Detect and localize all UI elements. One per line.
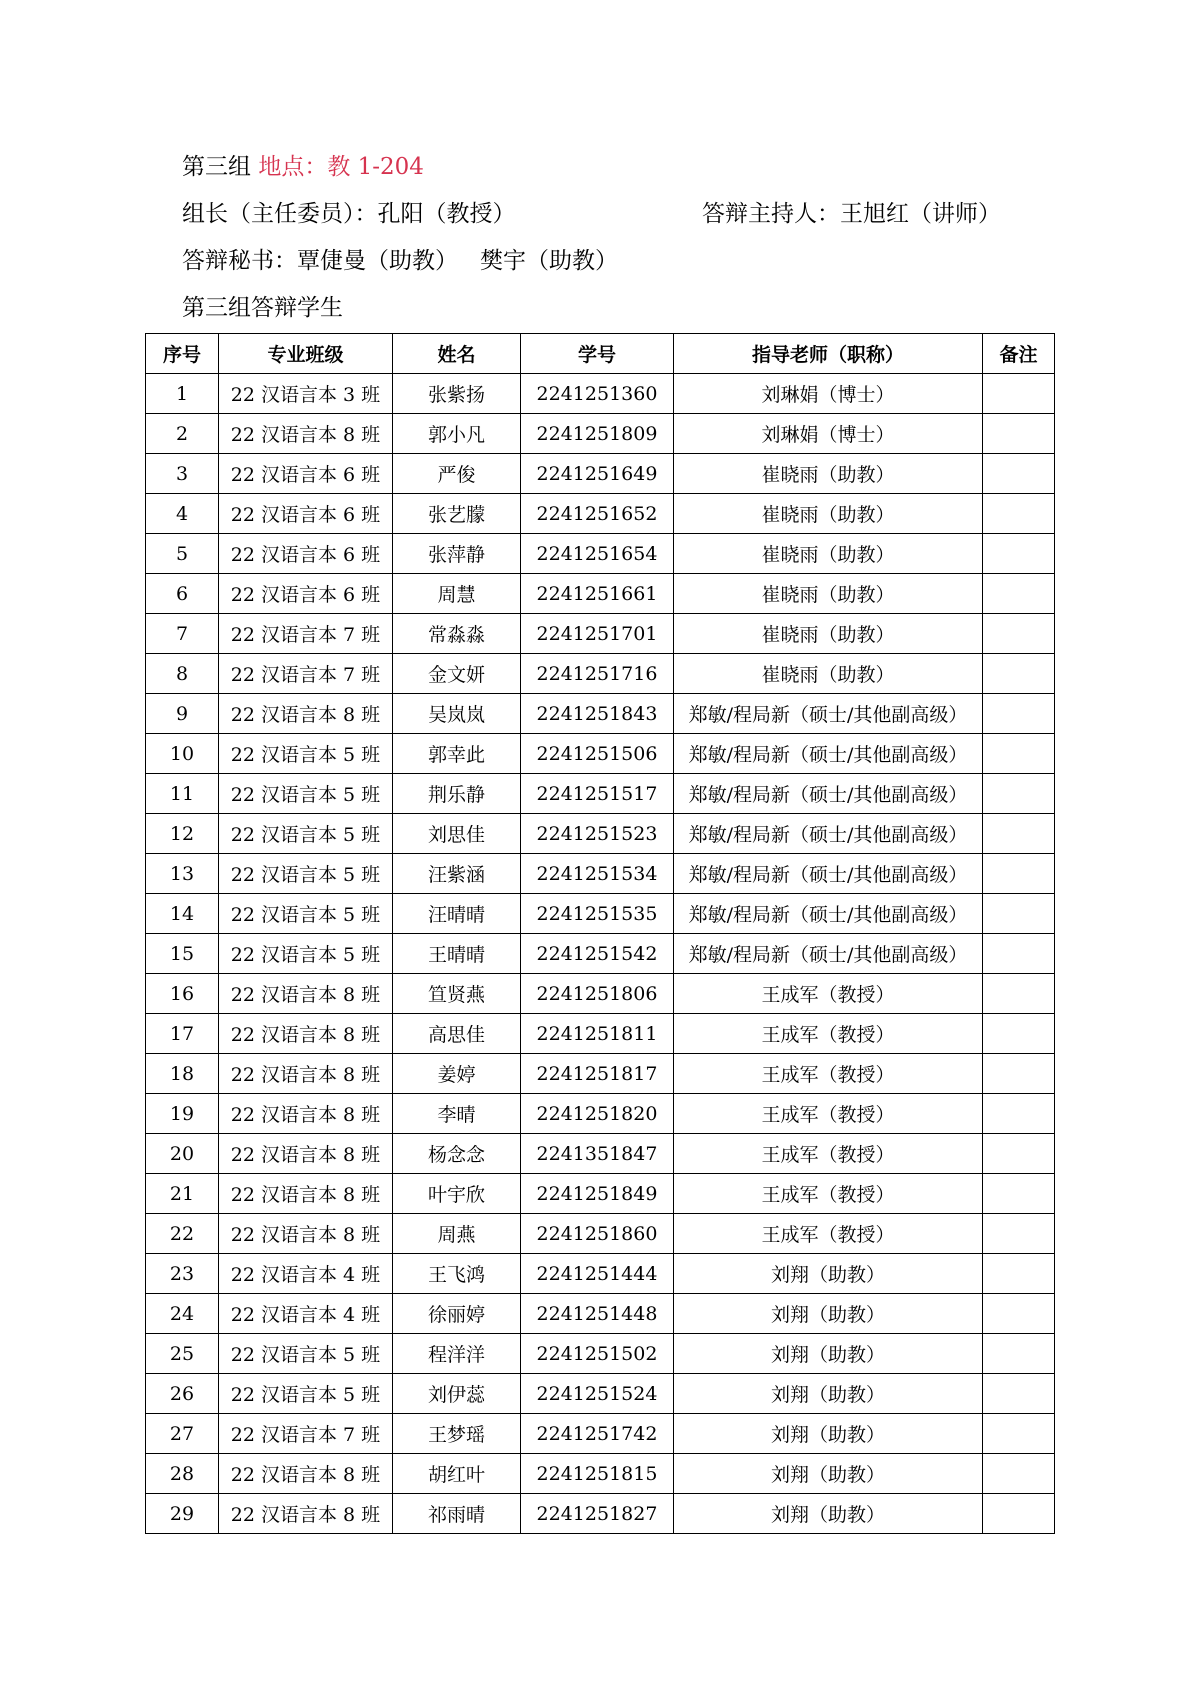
cell-index: 7 (146, 614, 219, 654)
cell-student-id: 2241251649 (521, 454, 674, 494)
cell-index: 26 (146, 1374, 219, 1414)
cell-index: 13 (146, 854, 219, 894)
cell-advisor: 刘琳娟（博士） (674, 414, 983, 454)
cell-class: 22 汉语言本 7 班 (219, 654, 393, 694)
cell-name: 姜婷 (393, 1054, 521, 1094)
table-row (146, 1374, 1055, 1414)
col-header-advisor: 指导老师（职称） (674, 334, 983, 374)
cell-remarks (983, 974, 1055, 1014)
cell-advisor: 崔晓雨（助教） (674, 494, 983, 534)
cell-student-id: 2241251448 (521, 1294, 674, 1334)
cell-index: 9 (146, 694, 219, 734)
cell-advisor: 王成军（教授） (674, 1014, 983, 1054)
cell-class: 22 汉语言本 8 班 (219, 1174, 393, 1214)
cell-name: 程洋洋 (393, 1334, 521, 1374)
cell-remarks (983, 1014, 1055, 1054)
cell-advisor: 郑敏/程局新（硕士/其他副高级） (674, 774, 983, 814)
cell-name: 祁雨晴 (393, 1494, 521, 1534)
cell-advisor: 刘翔（助教） (674, 1334, 983, 1374)
cell-student-id: 2241251860 (521, 1214, 674, 1254)
cell-class: 22 汉语言本 8 班 (219, 1214, 393, 1254)
cell-index: 16 (146, 974, 219, 1014)
cell-remarks (983, 1454, 1055, 1494)
col-header-remarks: 备注 (983, 334, 1055, 374)
group-label: 第三组 (182, 154, 251, 180)
table-row (146, 734, 1055, 774)
cell-name: 高思佳 (393, 1014, 521, 1054)
cell-class: 22 汉语言本 6 班 (219, 494, 393, 534)
cell-index: 25 (146, 1334, 219, 1374)
table-row (146, 934, 1055, 974)
cell-index: 1 (146, 374, 219, 414)
cell-class: 22 汉语言本 5 班 (219, 774, 393, 814)
cell-advisor: 王成军（教授） (674, 1174, 983, 1214)
cell-class: 22 汉语言本 5 班 (219, 734, 393, 774)
secretary-1: 覃倢曼（助教） (297, 248, 458, 274)
cell-index: 29 (146, 1494, 219, 1534)
cell-class: 22 汉语言本 8 班 (219, 1054, 393, 1094)
cell-student-id: 2241251360 (521, 374, 674, 414)
table-row (146, 1094, 1055, 1134)
table-row (146, 1254, 1055, 1294)
cell-name: 周燕 (393, 1214, 521, 1254)
cell-student-id: 2241251817 (521, 1054, 674, 1094)
students-table (145, 333, 1055, 1534)
table-row (146, 534, 1055, 574)
cell-index: 12 (146, 814, 219, 854)
table-row (146, 574, 1055, 614)
cell-advisor: 刘翔（助教） (674, 1454, 983, 1494)
table-row (146, 854, 1055, 894)
cell-name: 笪贤燕 (393, 974, 521, 1014)
cell-name: 常淼淼 (393, 614, 521, 654)
cell-advisor: 王成军（教授） (674, 1134, 983, 1174)
cell-name: 汪晴晴 (393, 894, 521, 934)
cell-index: 14 (146, 894, 219, 934)
cell-class: 22 汉语言本 3 班 (219, 374, 393, 414)
group-leader: 组长（主任委员）：孔阳（教授） (182, 201, 516, 227)
cell-name: 周慧 (393, 574, 521, 614)
cell-student-id: 2241251849 (521, 1174, 674, 1214)
cell-remarks (983, 454, 1055, 494)
cell-index: 11 (146, 774, 219, 814)
cell-advisor: 郑敏/程局新（硕士/其他副高级） (674, 814, 983, 854)
cell-index: 21 (146, 1174, 219, 1214)
cell-class: 22 汉语言本 8 班 (219, 1094, 393, 1134)
cell-class: 22 汉语言本 4 班 (219, 1294, 393, 1334)
cell-remarks (983, 1174, 1055, 1214)
cell-student-id: 2241251661 (521, 574, 674, 614)
cell-remarks (983, 534, 1055, 574)
cell-advisor: 崔晓雨（助教） (674, 614, 983, 654)
col-header-index: 序号 (146, 334, 219, 374)
cell-advisor: 郑敏/程局新（硕士/其他副高级） (674, 934, 983, 974)
cell-remarks (983, 1294, 1055, 1334)
cell-advisor: 崔晓雨（助教） (674, 534, 983, 574)
cell-remarks (983, 1094, 1055, 1134)
cell-class: 22 汉语言本 8 班 (219, 1494, 393, 1534)
table-header-row (146, 334, 1055, 374)
cell-remarks (983, 814, 1055, 854)
cell-remarks (983, 614, 1055, 654)
cell-student-id: 2241251535 (521, 894, 674, 934)
cell-remarks (983, 934, 1055, 974)
table-row (146, 694, 1055, 734)
cell-student-id: 2241251542 (521, 934, 674, 974)
cell-advisor: 刘翔（助教） (674, 1254, 983, 1294)
table-row (146, 1054, 1055, 1094)
cell-remarks (983, 1134, 1055, 1174)
cell-class: 22 汉语言本 5 班 (219, 934, 393, 974)
cell-student-id: 2241251652 (521, 494, 674, 534)
cell-advisor: 郑敏/程局新（硕士/其他副高级） (674, 734, 983, 774)
cell-class: 22 汉语言本 6 班 (219, 574, 393, 614)
cell-class: 22 汉语言本 6 班 (219, 534, 393, 574)
cell-index: 10 (146, 734, 219, 774)
cell-index: 5 (146, 534, 219, 574)
table-row (146, 614, 1055, 654)
cell-remarks (983, 1414, 1055, 1454)
cell-remarks (983, 1334, 1055, 1374)
cell-index: 4 (146, 494, 219, 534)
table-row (146, 1334, 1055, 1374)
cell-name: 汪紫涵 (393, 854, 521, 894)
cell-remarks (983, 774, 1055, 814)
cell-advisor: 王成军（教授） (674, 1094, 983, 1134)
cell-class: 22 汉语言本 5 班 (219, 1334, 393, 1374)
col-header-class: 专业班级 (219, 334, 393, 374)
cell-remarks (983, 1214, 1055, 1254)
cell-class: 22 汉语言本 8 班 (219, 414, 393, 454)
cell-remarks (983, 1374, 1055, 1414)
cell-name: 荆乐静 (393, 774, 521, 814)
table-row (146, 894, 1055, 934)
cell-advisor: 刘翔（助教） (674, 1494, 983, 1534)
cell-advisor: 王成军（教授） (674, 1214, 983, 1254)
cell-class: 22 汉语言本 5 班 (219, 1374, 393, 1414)
cell-index: 20 (146, 1134, 219, 1174)
cell-student-id: 2241251654 (521, 534, 674, 574)
cell-student-id: 2241251506 (521, 734, 674, 774)
cell-student-id: 2241251827 (521, 1494, 674, 1534)
cell-advisor: 崔晓雨（助教） (674, 454, 983, 494)
table-row (146, 974, 1055, 1014)
cell-student-id: 2241251534 (521, 854, 674, 894)
cell-class: 22 汉语言本 7 班 (219, 614, 393, 654)
table-row (146, 1174, 1055, 1214)
cell-index: 17 (146, 1014, 219, 1054)
cell-name: 李晴 (393, 1094, 521, 1134)
cell-advisor: 刘琳娟（博士） (674, 374, 983, 414)
cell-student-id: 2241251517 (521, 774, 674, 814)
table-row (146, 774, 1055, 814)
table-row (146, 814, 1055, 854)
defense-host: 答辩主持人：王旭红（讲师） (702, 201, 1001, 227)
cell-advisor: 崔晓雨（助教） (674, 574, 983, 614)
cell-advisor: 王成军（教授） (674, 974, 983, 1014)
cell-index: 28 (146, 1454, 219, 1494)
cell-advisor: 王成军（教授） (674, 1054, 983, 1094)
table-row (146, 1134, 1055, 1174)
table-row (146, 1414, 1055, 1454)
cell-class: 22 汉语言本 5 班 (219, 814, 393, 854)
secretary-line (182, 246, 618, 276)
cell-class: 22 汉语言本 8 班 (219, 1134, 393, 1174)
cell-name: 张紫扬 (393, 374, 521, 414)
leader-line (182, 199, 1002, 229)
cell-class: 22 汉语言本 8 班 (219, 694, 393, 734)
cell-remarks (983, 1054, 1055, 1094)
cell-student-id: 2241251809 (521, 414, 674, 454)
location-text: 地点：教 1-204 (258, 154, 424, 180)
cell-index: 15 (146, 934, 219, 974)
students-title: 第三组答辩学生 (182, 295, 343, 321)
table-row (146, 1494, 1055, 1534)
cell-remarks (983, 654, 1055, 694)
secretary-2: 樊宇（助教） (480, 248, 618, 274)
cell-index: 22 (146, 1214, 219, 1254)
cell-name: 张萍静 (393, 534, 521, 574)
cell-class: 22 汉语言本 5 班 (219, 894, 393, 934)
cell-name: 张艺朦 (393, 494, 521, 534)
cell-student-id: 2241251523 (521, 814, 674, 854)
cell-name: 胡红叶 (393, 1454, 521, 1494)
cell-class: 22 汉语言本 8 班 (219, 1454, 393, 1494)
cell-class: 22 汉语言本 5 班 (219, 854, 393, 894)
cell-remarks (983, 374, 1055, 414)
cell-student-id: 2241251716 (521, 654, 674, 694)
cell-remarks (983, 694, 1055, 734)
col-header-name: 姓名 (393, 334, 521, 374)
cell-remarks (983, 734, 1055, 774)
cell-name: 严俊 (393, 454, 521, 494)
cell-name: 刘思佳 (393, 814, 521, 854)
cell-student-id: 2241251843 (521, 694, 674, 734)
cell-name: 王飞鸿 (393, 1254, 521, 1294)
group-heading (182, 152, 424, 182)
cell-name: 郭小凡 (393, 414, 521, 454)
table-row (146, 654, 1055, 694)
cell-advisor: 崔晓雨（助教） (674, 654, 983, 694)
cell-student-id: 2241251701 (521, 614, 674, 654)
cell-class: 22 汉语言本 8 班 (219, 1014, 393, 1054)
cell-index: 24 (146, 1294, 219, 1334)
cell-student-id: 2241251820 (521, 1094, 674, 1134)
cell-remarks (983, 414, 1055, 454)
cell-remarks (983, 494, 1055, 534)
cell-remarks (983, 1494, 1055, 1534)
cell-remarks (983, 574, 1055, 614)
cell-remarks (983, 854, 1055, 894)
cell-name: 叶宇欣 (393, 1174, 521, 1214)
cell-name: 杨念念 (393, 1134, 521, 1174)
cell-advisor: 郑敏/程局新（硕士/其他副高级） (674, 894, 983, 934)
cell-student-id: 2241251811 (521, 1014, 674, 1054)
cell-name: 郭幸此 (393, 734, 521, 774)
cell-index: 19 (146, 1094, 219, 1134)
cell-advisor: 刘翔（助教） (674, 1374, 983, 1414)
table-row (146, 414, 1055, 454)
cell-student-id: 2241251815 (521, 1454, 674, 1494)
cell-class: 22 汉语言本 4 班 (219, 1254, 393, 1294)
table-row (146, 1214, 1055, 1254)
cell-name: 吴岚岚 (393, 694, 521, 734)
cell-index: 18 (146, 1054, 219, 1094)
cell-name: 金文妍 (393, 654, 521, 694)
cell-student-id: 2241351847 (521, 1134, 674, 1174)
cell-student-id: 2241251742 (521, 1414, 674, 1454)
cell-student-id: 2241251502 (521, 1334, 674, 1374)
col-header-student-id: 学号 (521, 334, 674, 374)
secretary-label: 答辩秘书： (182, 248, 297, 274)
cell-name: 王晴晴 (393, 934, 521, 974)
table-row (146, 1294, 1055, 1334)
cell-name: 徐丽婷 (393, 1294, 521, 1334)
cell-class: 22 汉语言本 7 班 (219, 1414, 393, 1454)
cell-index: 27 (146, 1414, 219, 1454)
cell-advisor: 郑敏/程局新（硕士/其他副高级） (674, 854, 983, 894)
cell-index: 6 (146, 574, 219, 614)
cell-remarks (983, 894, 1055, 934)
cell-student-id: 2241251444 (521, 1254, 674, 1294)
table-row (146, 1454, 1055, 1494)
table-row (146, 494, 1055, 534)
cell-index: 3 (146, 454, 219, 494)
cell-student-id: 2241251524 (521, 1374, 674, 1414)
cell-class: 22 汉语言本 6 班 (219, 454, 393, 494)
cell-student-id: 2241251806 (521, 974, 674, 1014)
cell-advisor: 刘翔（助教） (674, 1414, 983, 1454)
table-row (146, 454, 1055, 494)
cell-advisor: 刘翔（助教） (674, 1294, 983, 1334)
cell-remarks (983, 1254, 1055, 1294)
cell-index: 23 (146, 1254, 219, 1294)
table-row (146, 1014, 1055, 1054)
table-row (146, 374, 1055, 414)
cell-advisor: 郑敏/程局新（硕士/其他副高级） (674, 694, 983, 734)
cell-class: 22 汉语言本 8 班 (219, 974, 393, 1014)
cell-name: 王梦瑶 (393, 1414, 521, 1454)
cell-index: 8 (146, 654, 219, 694)
cell-name: 刘伊蕊 (393, 1374, 521, 1414)
cell-index: 2 (146, 414, 219, 454)
